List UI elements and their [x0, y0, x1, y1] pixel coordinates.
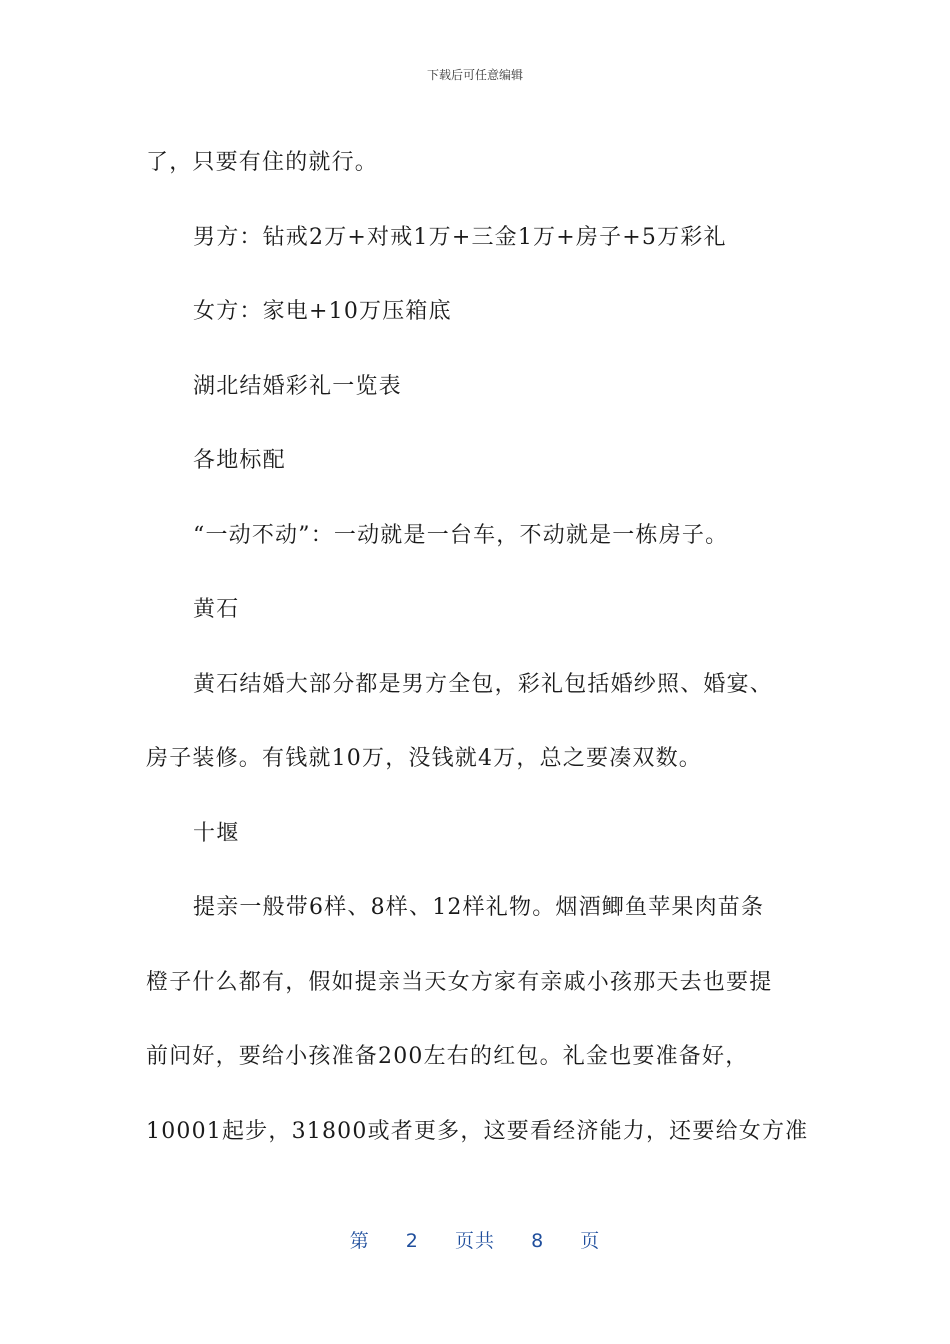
- page-footer: [0, 1226, 950, 1253]
- paragraph-line: 10001起步，31800或者更多，这要看经济能力，还要给女方准: [146, 1118, 809, 1144]
- page-middle: 页共: [454, 1230, 495, 1252]
- paragraph-line: 男方：钻戒2万+对戒1万+三金1万+房子+5万彩礼: [193, 224, 727, 250]
- paragraph-line: 前问好，要给小孩准备200左右的红包。礼金也要准备好，: [146, 1044, 749, 1069]
- section-heading: 十堰: [193, 820, 240, 846]
- paragraph-line: 房子装修。有钱就10万，没钱就4万，总之要凑双数。: [146, 746, 702, 771]
- paragraph-line: 了，只要有住的就行。: [146, 150, 379, 175]
- current-page-number: 2: [405, 1230, 419, 1252]
- page-prefix: 第: [349, 1230, 370, 1252]
- paragraph-line: “一动不动”：一动就是一台车，不动就是一栋房子。: [193, 522, 729, 548]
- total-pages-number: 8: [531, 1230, 545, 1252]
- paragraph-line: 提亲一般带6样、8样、12样礼物。烟酒鲫鱼苹果肉苗条: [193, 895, 765, 920]
- paragraph-line: 黄石结婚大部分都是男方全包，彩礼包括婚纱照、婚宴、: [193, 671, 774, 697]
- section-heading: 各地标配: [193, 448, 286, 473]
- paragraph-line: 女方：家电+10万压箱底: [193, 299, 452, 324]
- section-heading: 湖北结婚彩礼一览表: [193, 373, 402, 399]
- document-body: [146, 126, 814, 1169]
- page-suffix: 页: [580, 1230, 601, 1252]
- section-heading: 黄石: [193, 597, 240, 622]
- paragraph-line: 橙子什么都有，假如提亲当天女方家有亲戚小孩那天去也要提: [146, 969, 773, 995]
- header-note: 下载后可任意编辑: [426, 68, 523, 82]
